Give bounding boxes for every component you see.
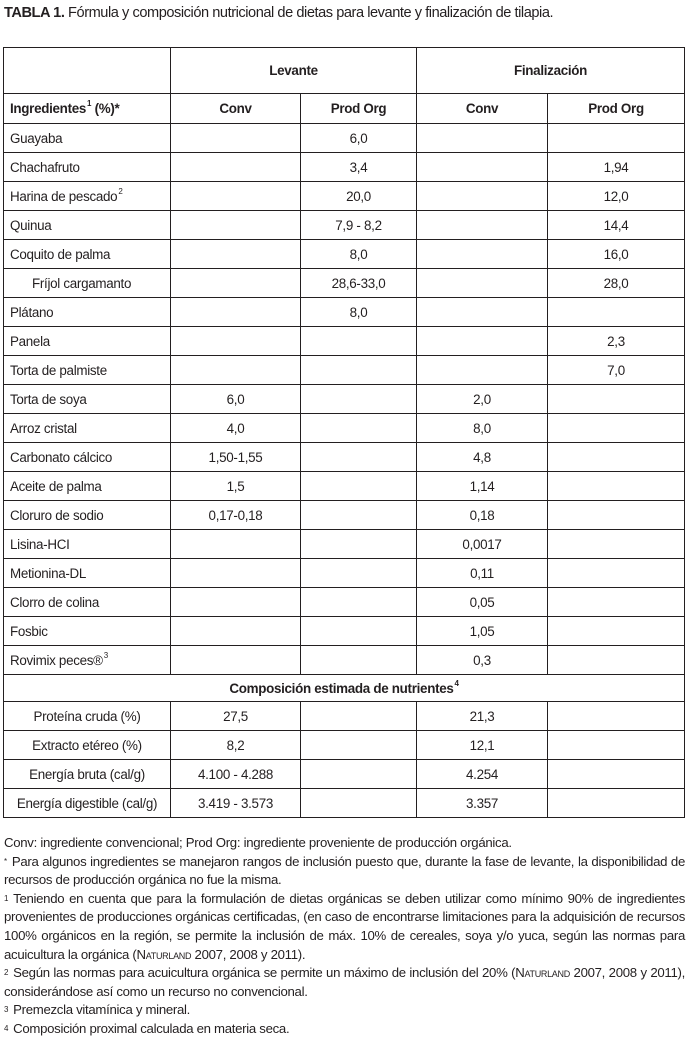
nutrients-section-row — [4, 675, 685, 702]
ingredient-label: Rovimix peces® — [10, 652, 103, 668]
ingredient-footnote-mark: 2 — [118, 186, 123, 196]
note-2 — [4, 964, 685, 1001]
ingredient-label: Guayaba — [10, 130, 63, 146]
ingredient-name — [4, 182, 171, 211]
cell-levante-org — [301, 731, 417, 760]
ingredient-row — [4, 530, 685, 559]
cell-levante-conv — [171, 356, 301, 385]
cell-finalizacion-org — [548, 501, 685, 530]
ingredient-row — [4, 327, 685, 356]
note-3 — [4, 1001, 685, 1020]
nutrient-name: Extracto etéreo (%) — [4, 731, 171, 760]
ingredient-label: Aceite de palma — [10, 478, 102, 494]
table-caption — [4, 5, 684, 21]
cell-levante-org — [301, 588, 417, 617]
ingredient-name — [4, 617, 171, 646]
cell-finalizacion-org — [548, 472, 685, 501]
cell-levante-org: 6,0 — [301, 124, 417, 153]
ingredient-label: Chachafruto — [10, 159, 80, 175]
cell-finalizacion-conv — [417, 153, 548, 182]
ingredient-name — [4, 530, 171, 559]
ingredient-row — [4, 414, 685, 443]
cell-finalizacion-conv — [417, 211, 548, 240]
cell-finalizacion-org: 12,0 — [548, 182, 685, 211]
note-1-mark: 1 — [4, 893, 9, 903]
cell-finalizacion-org — [548, 646, 685, 675]
note-3-text: Premezcla vitamínica y mineral. — [13, 1002, 191, 1018]
ingredient-name — [4, 443, 171, 472]
ingredient-name — [4, 124, 171, 153]
cell-levante-org — [301, 356, 417, 385]
ingredient-name — [4, 646, 171, 675]
cell-finalizacion-org — [548, 443, 685, 472]
cell-levante-conv: 4.100 - 4.288 — [171, 760, 301, 789]
note-1-years: 2007, 2008 y 2011). — [191, 946, 306, 962]
cell-levante-conv — [171, 327, 301, 356]
ingredient-name — [4, 327, 171, 356]
nutrient-row — [4, 731, 685, 760]
ingredient-row — [4, 240, 685, 269]
cell-levante-org: 8,0 — [301, 298, 417, 327]
footnotes — [4, 834, 685, 1039]
cell-finalizacion-conv — [417, 182, 548, 211]
cell-finalizacion-conv: 1,14 — [417, 472, 548, 501]
cell-finalizacion-org: 2,3 — [548, 327, 685, 356]
cell-levante-org — [301, 646, 417, 675]
cell-finalizacion-conv — [417, 356, 548, 385]
note-star-text: Para algunos ingredientes se manejaron rangos de inclusión puesto que, durante la fase de levante, la disponibilidad de recursos de producción orgánica no fue la misma. — [4, 853, 685, 888]
header-row-columns — [4, 94, 685, 124]
cell-finalizacion-conv: 21,3 — [417, 702, 548, 731]
cell-finalizacion-conv: 0,0017 — [417, 530, 548, 559]
nutrient-row — [4, 789, 685, 818]
diet-table-body — [4, 48, 685, 818]
note-abbreviations-text: Conv: ingrediente convencional; Prod Org: ingrediente proveniente de producción orgánica. — [4, 835, 512, 850]
nutrient-row — [4, 702, 685, 731]
nutrients-title-mark: 4 — [454, 678, 459, 688]
note-1 — [4, 890, 685, 964]
cell-finalizacion-conv — [417, 240, 548, 269]
cell-levante-org — [301, 760, 417, 789]
cell-finalizacion-org — [548, 530, 685, 559]
ingredient-label: Lisina-HCI — [10, 536, 70, 552]
cell-levante-org — [301, 327, 417, 356]
ingredient-footnote-mark: 3 — [103, 650, 108, 660]
note-4 — [4, 1020, 685, 1039]
ingredient-name — [4, 414, 171, 443]
ingredient-label: Metionina-DL — [10, 565, 87, 581]
ingredient-label: Cloruro de sodio — [10, 507, 104, 523]
cell-levante-conv — [171, 588, 301, 617]
cell-levante-org: 28,6-33,0 — [301, 269, 417, 298]
ingredient-row — [4, 646, 685, 675]
note-2-text: Según las normas para acuicultura orgánica se permite un máximo de inclusión del 20% ( — [13, 965, 516, 981]
cell-levante-conv: 1,50-1,55 — [171, 443, 301, 472]
cell-levante-conv: 27,5 — [171, 702, 301, 731]
cell-finalizacion-conv: 0,3 — [417, 646, 548, 675]
header-ingredients-suffix: (%)* — [91, 101, 120, 116]
nutrient-name: Proteína cruda (%) — [4, 702, 171, 731]
ingredient-row — [4, 588, 685, 617]
ingredient-row — [4, 617, 685, 646]
ingredient-row — [4, 269, 685, 298]
cell-levante-org — [301, 385, 417, 414]
ingredient-row — [4, 153, 685, 182]
ingredient-name — [4, 356, 171, 385]
ingredient-name — [4, 269, 171, 298]
cell-levante-conv — [171, 559, 301, 588]
cell-levante-conv — [171, 646, 301, 675]
ingredient-label: Harina de pescado — [10, 188, 118, 204]
cell-levante-conv — [171, 124, 301, 153]
cell-levante-org — [301, 559, 417, 588]
table-label: TABLA 1. — [4, 5, 65, 21]
ingredient-name — [4, 298, 171, 327]
cell-finalizacion-conv: 0,18 — [417, 501, 548, 530]
cell-finalizacion-conv: 1,05 — [417, 617, 548, 646]
diet-table — [3, 47, 685, 818]
cell-finalizacion-org — [548, 702, 685, 731]
cell-levante-conv: 6,0 — [171, 385, 301, 414]
cell-levante-org — [301, 789, 417, 818]
ingredient-label: Clorro de colina — [10, 594, 99, 610]
cell-levante-conv — [171, 153, 301, 182]
cell-finalizacion-conv — [417, 298, 548, 327]
cell-levante-org: 20,0 — [301, 182, 417, 211]
nutrient-row — [4, 760, 685, 789]
table-title: Fórmula y composición nutricional de dietas para levante y finalización de tilapia. — [64, 5, 554, 21]
ingredient-label: Torta de palmiste — [10, 362, 107, 378]
header-ingredients — [4, 94, 171, 124]
cell-levante-conv: 1,5 — [171, 472, 301, 501]
cell-finalizacion-conv: 2,0 — [417, 385, 548, 414]
note-3-mark: 3 — [4, 1005, 9, 1015]
header-levante-conv: Conv — [171, 94, 301, 124]
cell-finalizacion-org — [548, 124, 685, 153]
note-2-reference: Naturland — [515, 965, 570, 981]
ingredient-label: Arroz cristal — [10, 420, 77, 436]
ingredient-row — [4, 124, 685, 153]
ingredient-name — [4, 501, 171, 530]
nutrients-title-text: Composición estimada de nutrientes — [229, 680, 454, 696]
nutrients-section-title — [4, 675, 685, 702]
ingredient-row — [4, 559, 685, 588]
cell-levante-org — [301, 530, 417, 559]
ingredient-name — [4, 588, 171, 617]
cell-levante-conv — [171, 617, 301, 646]
ingredient-row — [4, 182, 685, 211]
cell-finalizacion-org — [548, 760, 685, 789]
ingredient-name — [4, 211, 171, 240]
note-star-mark: * — [4, 856, 7, 866]
note-4-mark: 4 — [4, 1023, 9, 1033]
header-ingredients-label: Ingredientes — [10, 101, 87, 116]
ingredient-row — [4, 472, 685, 501]
ingredient-row — [4, 443, 685, 472]
note-1-text: Teniendo en cuenta que para la formulación de dietas orgánicas se deben utilizar como mínimo 90% de ingredientes provenientes de producciones orgánicas certificadas, (en caso de encontrarse limitaciones para la adquisición de recursos 100% orgánicos en la región, se permite la inclusión de máx. 10% de cereales, soya y/o yuca, según las normas para acuicultura la orgánica ( — [4, 890, 685, 962]
cell-levante-conv — [171, 182, 301, 211]
nutrient-name: Energía bruta (cal/g) — [4, 760, 171, 789]
ingredient-label: Fríjol cargamanto — [32, 275, 132, 291]
cell-finalizacion-org — [548, 731, 685, 760]
cell-finalizacion-conv: 3.357 — [417, 789, 548, 818]
note-star — [4, 853, 685, 890]
cell-levante-conv: 0,17-0,18 — [171, 501, 301, 530]
header-empty-cell — [4, 48, 171, 94]
ingredient-name — [4, 472, 171, 501]
note-2-mark: 2 — [4, 968, 9, 978]
ingredient-name — [4, 240, 171, 269]
note-1-reference: Naturland — [136, 946, 192, 962]
note-abbreviations — [4, 834, 685, 853]
cell-finalizacion-org — [548, 789, 685, 818]
cell-levante-org: 7,9 - 8,2 — [301, 211, 417, 240]
ingredient-label: Quinua — [10, 217, 52, 233]
ingredient-label: Torta de soya — [10, 391, 87, 407]
cell-finalizacion-conv: 4,8 — [417, 443, 548, 472]
ingredient-label: Carbonato cálcico — [10, 449, 113, 465]
cell-finalizacion-org: 1,94 — [548, 153, 685, 182]
cell-levante-conv: 3.419 - 3.573 — [171, 789, 301, 818]
ingredient-label: Panela — [10, 333, 50, 349]
ingredient-name — [4, 559, 171, 588]
cell-finalizacion-conv — [417, 124, 548, 153]
cell-levante-org — [301, 443, 417, 472]
cell-finalizacion-conv — [417, 269, 548, 298]
nutrient-name: Energía digestible (cal/g) — [4, 789, 171, 818]
cell-finalizacion-conv: 12,1 — [417, 731, 548, 760]
cell-levante-org — [301, 501, 417, 530]
cell-levante-org — [301, 702, 417, 731]
ingredient-label: Plátano — [10, 304, 54, 320]
ingredient-row — [4, 356, 685, 385]
cell-finalizacion-org — [548, 617, 685, 646]
ingredient-name — [4, 153, 171, 182]
cell-finalizacion-org: 28,0 — [548, 269, 685, 298]
ingredient-row — [4, 211, 685, 240]
ingredient-row — [4, 298, 685, 327]
cell-levante-conv — [171, 298, 301, 327]
cell-levante-conv: 4,0 — [171, 414, 301, 443]
ingredient-row — [4, 385, 685, 414]
header-levante-org: Prod Org — [301, 94, 417, 124]
cell-levante-org: 8,0 — [301, 240, 417, 269]
cell-finalizacion-org — [548, 588, 685, 617]
cell-levante-conv — [171, 269, 301, 298]
ingredient-row — [4, 501, 685, 530]
ingredient-label: Fosbic — [10, 623, 48, 639]
cell-finalizacion-conv: 0,05 — [417, 588, 548, 617]
cell-finalizacion-org — [548, 298, 685, 327]
note-4-text: Composición proximal calculada en materia seca. — [13, 1020, 290, 1036]
cell-levante-conv — [171, 530, 301, 559]
header-finalizacion-conv: Conv — [417, 94, 548, 124]
header-ingredients-mark: 1 — [87, 99, 92, 108]
cell-finalizacion-org: 16,0 — [548, 240, 685, 269]
cell-finalizacion-org — [548, 559, 685, 588]
cell-finalizacion-conv — [417, 327, 548, 356]
header-finalizacion: Finalización — [417, 48, 685, 94]
cell-finalizacion-conv: 8,0 — [417, 414, 548, 443]
cell-levante-conv — [171, 240, 301, 269]
cell-levante-org: 3,4 — [301, 153, 417, 182]
cell-levante-org — [301, 472, 417, 501]
cell-finalizacion-conv: 4.254 — [417, 760, 548, 789]
header-finalizacion-org: Prod Org — [548, 94, 685, 124]
cell-levante-org — [301, 414, 417, 443]
header-row-groups — [4, 48, 685, 94]
cell-finalizacion-org — [548, 385, 685, 414]
header-levante: Levante — [171, 48, 417, 94]
cell-finalizacion-conv: 0,11 — [417, 559, 548, 588]
ingredient-name — [4, 385, 171, 414]
ingredient-label: Coquito de palma — [10, 246, 111, 262]
cell-levante-conv: 8,2 — [171, 731, 301, 760]
cell-levante-org — [301, 617, 417, 646]
note-2-years: 2007, 2008 y 2011), considerándose así como un recurso no convencional. — [4, 965, 685, 999]
cell-finalizacion-org: 14,4 — [548, 211, 685, 240]
cell-finalizacion-org: 7,0 — [548, 356, 685, 385]
cell-levante-conv — [171, 211, 301, 240]
cell-finalizacion-org — [548, 414, 685, 443]
